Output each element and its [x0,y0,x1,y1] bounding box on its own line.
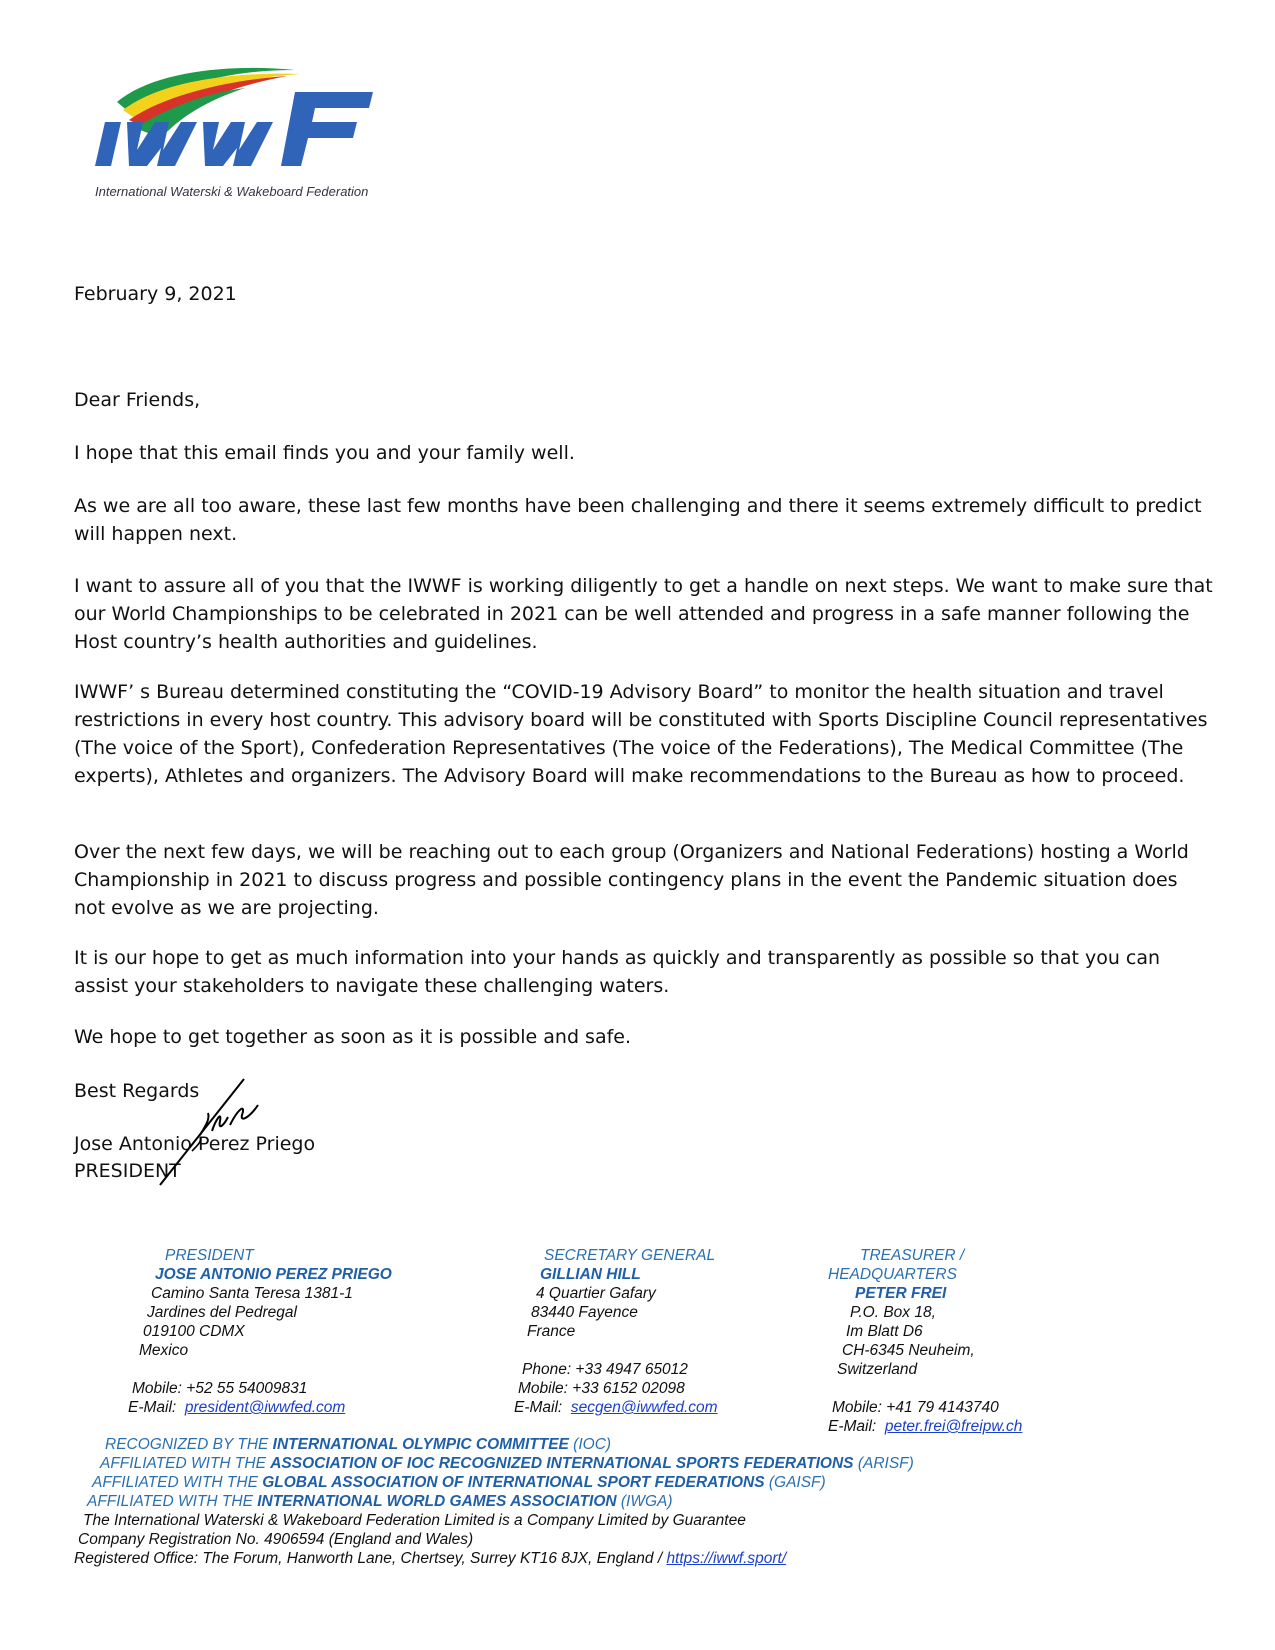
paragraph: IWWF’ s Bureau determined constituting the “COVID-19 Advisory Board” to monitor the health situation and travel restrictions in every host country. This advisory board will be constituted with Sports Discipline Council representatives (The voice of the Sport), Confederation Representatives (The voice of the Federations), The Medical Committee (The experts), Athletes and organizers. The Advisory Board will make recommendations to the Bureau as how to proceed. [74,681,1208,787]
legal-office-text: Registered Office: The Forum, Hanworth Lane, Chertsey, Surrey KT16 8JX, England / [74,1550,667,1567]
president-address-line: 019100 CDMX [143,1323,245,1340]
secretary-address-line: France [527,1323,576,1340]
treasurer-address-line: Switzerland [837,1361,918,1378]
paragraph: We hope to get together as soon as it is possible and safe. [74,1026,632,1048]
affiliation-iwga [87,1493,673,1511]
president-address-line: Jardines del Pedregal [147,1304,297,1321]
paragraph: I hope that this email finds you and your family well. [74,442,575,464]
president-name: JOSE ANTONIO PEREZ PRIEGO [155,1266,392,1283]
president-address-line: Camino Santa Teresa 1381-1 [151,1285,353,1302]
treasurer-address-line: P.O. Box 18, [850,1304,936,1321]
affiliation-gaisf [92,1474,826,1492]
paragraph: As we are all too aware, these last few months have been challenging and there it seems extremely difficult to predict will happen next. [74,495,1202,545]
president-email-row [128,1398,345,1417]
email-label: E-Mail: [514,1399,563,1416]
paragraph: Over the next few days, we will be reaching out to each group (Organizers and National Federations) hosting a World Championship in 2021 to discuss progress and possible contingency plans in the event the Pandemic situation does not evolve as we are projecting. [74,841,1189,919]
president-mobile: Mobile: +52 55 54009831 [132,1380,308,1397]
legal-company-line: The International Waterski & Wakeboard Federation Limited is a Company Limited by Guarantee [83,1512,746,1529]
website-link[interactable]: https://iwwf.sport/ [666,1550,787,1567]
treasurer-address-line: CH-6345 Neuheim, [842,1342,975,1359]
paragraph: I want to assure all of you that the IWWF is working diligently to get a handle on next steps. We want to make sure that our World Championships to be celebrated in 2021 can be well attended and progress in a safe manner following the Host country’s health authorities and guidelines. [74,575,1213,653]
signature [150,1075,280,1195]
letter-closing: Best Regards [74,1080,200,1102]
affiliation-prefix: AFFILIATED WITH THE [87,1493,258,1510]
treasurer-mobile: Mobile: +41 79 4143740 [832,1399,999,1416]
signer-title: PRESIDENT [74,1160,181,1182]
letter-greeting: Dear Friends, [74,389,201,411]
president-address-line: Mexico [139,1342,189,1359]
affiliation-org: INTERNATIONAL OLYMPIC COMMITTEE [272,1436,569,1453]
legal-registration-line: Company Registration No. 4906594 (England and Wales) [78,1531,474,1548]
secretary-email-link[interactable]: secgen@iwwfed.com [570,1399,718,1416]
affiliation-org: INTERNATIONAL WORLD GAMES ASSOCIATION [257,1493,617,1510]
email-label: E-Mail: [128,1399,177,1416]
iwwf-logo [95,62,405,212]
affiliation-org: GLOBAL ASSOCIATION OF INTERNATIONAL SPORT FEDERATIONS [262,1474,765,1491]
secretary-phone: Phone: +33 4947 65012 [522,1361,688,1378]
treasurer-role-2: HEADQUARTERS [828,1266,957,1283]
affiliation-abbr: (IWGA) [616,1493,673,1510]
affiliation-arisf [100,1455,914,1473]
secretary-role: SECRETARY GENERAL [544,1247,716,1264]
secretary-email-row [514,1398,718,1417]
iwwf-logo-mark [95,62,405,182]
secretary-address-line: 4 Quartier Gafary [536,1285,656,1302]
president-email-link[interactable]: president@iwwfed.com [184,1399,346,1416]
affiliation-abbr: (GAISF) [764,1474,826,1491]
paragraph: It is our hope to get as much information into your hands as quickly and transparently as possible so that you can assist your stakeholders to navigate these challenging waters. [74,947,1161,997]
secretary-address-line: 83440 Fayence [531,1304,638,1321]
affiliation-abbr: (ARISF) [853,1455,914,1472]
secretary-name: GILLIAN HILL [540,1266,641,1283]
affiliation-ioc [105,1436,611,1454]
affiliation-org: ASSOCIATION OF IOC RECOGNIZED INTERNATIONAL SPORTS FEDERATIONS [270,1455,854,1472]
president-role: PRESIDENT [165,1247,254,1264]
treasurer-role: TREASURER / [860,1247,965,1264]
logo-tagline: International Waterski & Wakeboard Federation [95,184,369,199]
affiliation-prefix: AFFILIATED WITH THE [92,1474,263,1491]
signer-name: Jose Antonio Perez Priego [74,1133,316,1155]
treasurer-email-link[interactable]: peter.frei@freipw.ch [884,1418,1023,1435]
letter-date: February 9, 2021 [74,283,237,305]
affiliation-prefix: RECOGNIZED BY THE [105,1436,273,1453]
treasurer-address-line: Im Blatt D6 [846,1323,923,1340]
affiliation-prefix: AFFILIATED WITH THE [100,1455,271,1472]
affiliation-abbr: (IOC) [568,1436,612,1453]
treasurer-email-row [828,1417,1022,1436]
email-label: E-Mail: [828,1418,877,1435]
secretary-mobile: Mobile: +33 6152 02098 [518,1380,685,1397]
legal-office-line [74,1550,786,1568]
treasurer-name: PETER FREI [855,1285,947,1302]
